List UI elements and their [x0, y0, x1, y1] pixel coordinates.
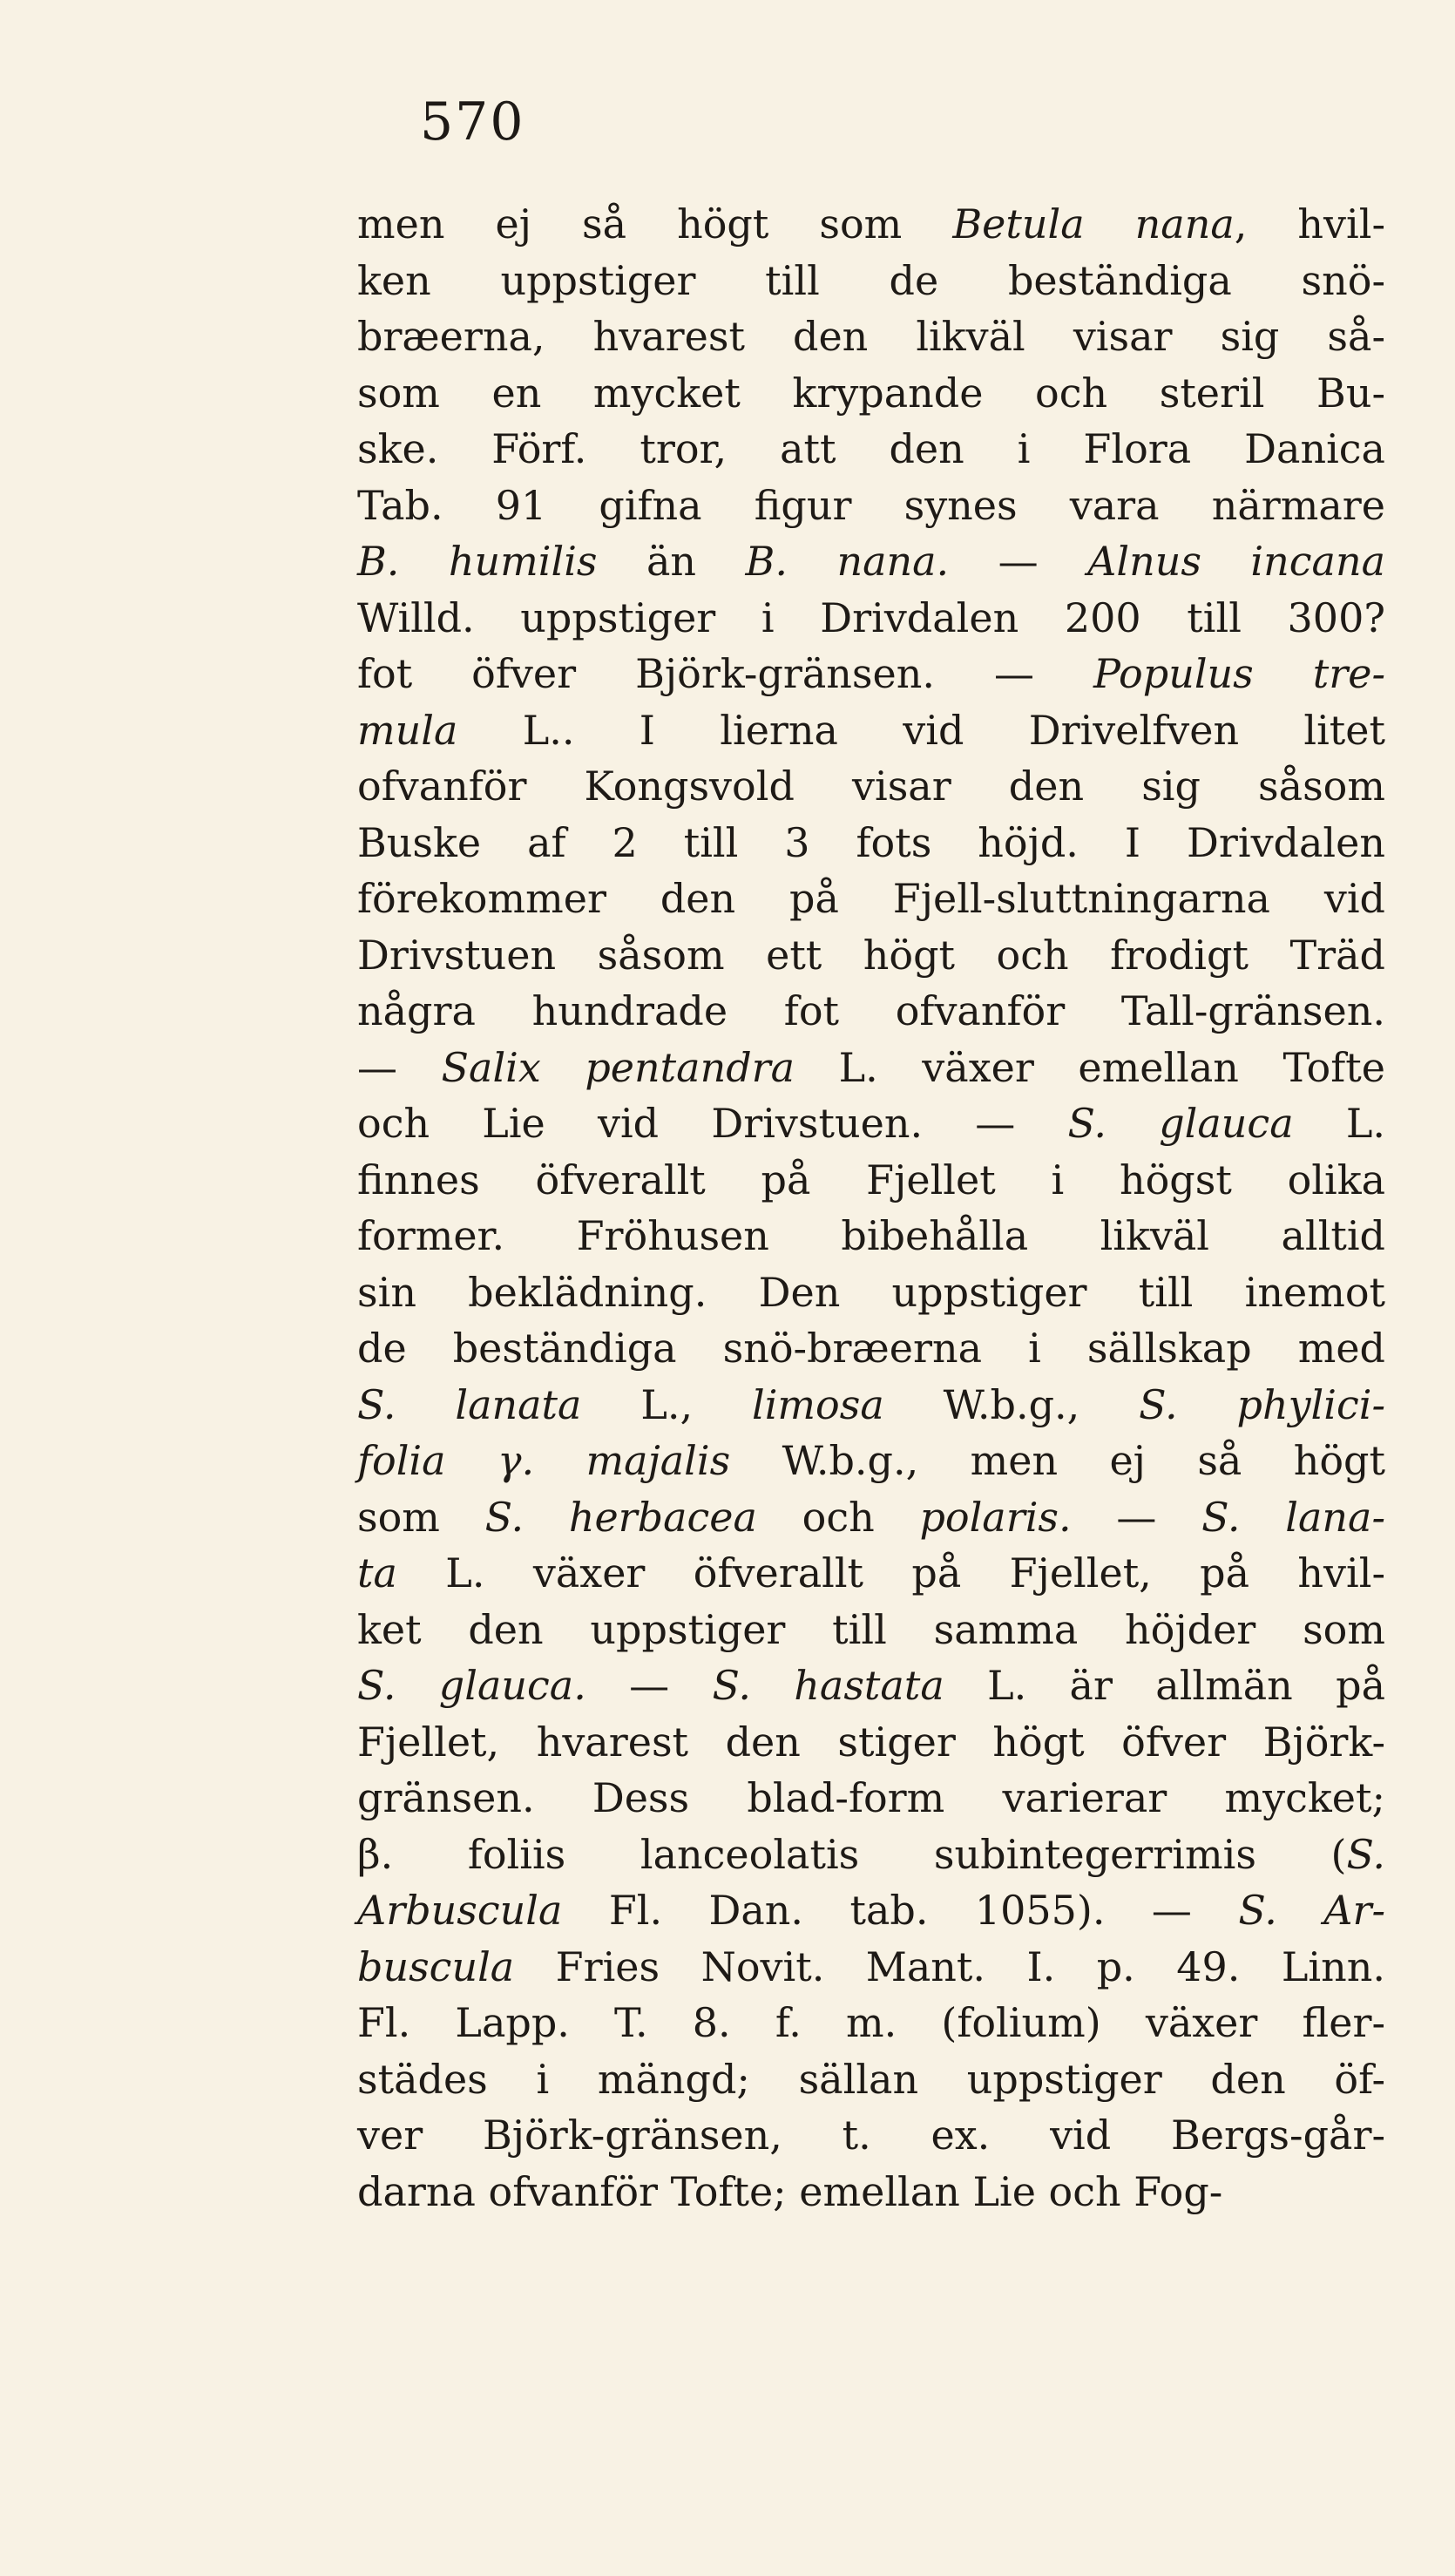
text-run: L. — [1293, 1100, 1386, 1147]
italic-taxon-name: limosa — [752, 1380, 884, 1428]
italic-taxon-name: Populus tre- — [1093, 650, 1385, 697]
text-run: L. växer öfverallt på Fjellet, på hvil- — [396, 1549, 1385, 1596]
italic-taxon-name: S. lana- — [1201, 1493, 1385, 1541]
text-run: Fl. Dan. tab. 1055). — — [562, 1887, 1239, 1934]
text-line — [357, 871, 1385, 927]
italic-taxon-name: S. — [1346, 1830, 1385, 1878]
text-run: fot öfver Björk-gränsen. — — [357, 650, 1093, 697]
text-line — [357, 1208, 1385, 1264]
text-run: Fries Novit. Mant. I. p. 49. Linn. — [514, 1942, 1385, 1990]
italic-taxon-name: ta — [357, 1549, 397, 1596]
text-line — [357, 1152, 1385, 1209]
text-line — [357, 590, 1385, 647]
text-line — [357, 1264, 1385, 1321]
text-run: ske. Förf. tror, att den i Flora Danica — [357, 425, 1385, 472]
text-line — [357, 2107, 1385, 2164]
text-line — [357, 1714, 1385, 1771]
text-line — [357, 1040, 1385, 1096]
text-run: former. Fröhusen bibehålla likväl alltid — [357, 1212, 1385, 1259]
page-number: 570 — [420, 92, 525, 153]
text-run: gränsen. Dess blad-form varierar mycket; — [357, 1774, 1385, 1821]
text-run: Drivstuen såsom ett högt och frodigt Träd — [357, 931, 1385, 979]
text-run: ver Björk-gränsen, t. ex. vid Bergs-går- — [357, 2112, 1385, 2159]
text-line — [357, 1995, 1385, 2051]
text-run: L. växer emellan Tofte — [795, 1043, 1385, 1091]
text-run: β. foliis lanceolatis subintegerrimis ( — [357, 1830, 1347, 1878]
text-run: W.b.g., men ej så högt — [730, 1437, 1385, 1484]
text-run: — — [357, 1043, 442, 1091]
text-line — [357, 1433, 1385, 1489]
text-run: sin beklädning. Den uppstiger till inemot — [357, 1268, 1385, 1316]
italic-taxon-name: folia γ. majalis — [357, 1437, 731, 1484]
text-line — [357, 1657, 1385, 1714]
italic-taxon-name: Betula nana — [952, 200, 1235, 247]
italic-taxon-name: S. herbacea — [484, 1493, 757, 1541]
text-run: L.. I lierna vid Drivelfven litet — [457, 706, 1385, 754]
text-line — [357, 196, 1385, 253]
text-run: och Lie vid Drivstuen. — — [357, 1100, 1068, 1147]
text-line — [357, 478, 1385, 534]
italic-taxon-name: S. glauca. — [357, 1662, 586, 1709]
text-line — [357, 365, 1385, 422]
italic-taxon-name: S. glauca — [1067, 1100, 1294, 1147]
italic-taxon-name: S. lanata — [357, 1380, 582, 1428]
text-run: ofvanför Kongsvold visar den sig såsom — [357, 763, 1385, 810]
text-run: Fjellet, hvarest den stiger högt öfver Björk- — [357, 1718, 1385, 1766]
text-line — [357, 1602, 1385, 1658]
body-text — [357, 196, 1385, 2220]
italic-taxon-name: B. humilis — [357, 538, 598, 585]
text-line — [357, 253, 1385, 309]
text-line — [357, 1882, 1385, 1939]
text-run: förekommer den på Fjell-sluttningarna vid — [357, 875, 1385, 922]
italic-taxon-name: S. hastata — [712, 1662, 944, 1709]
text-line — [357, 983, 1385, 1040]
text-run: ken uppstiger till de beständiga snö- — [357, 256, 1385, 304]
text-line — [357, 308, 1385, 365]
italic-taxon-name: Alnus incana — [1087, 538, 1386, 585]
text-line — [357, 815, 1385, 871]
text-run: darna ofvanför Tofte; emellan Lie och Fog- — [357, 2167, 1223, 2215]
italic-taxon-name: polaris. — [919, 1493, 1072, 1541]
text-line — [357, 533, 1385, 590]
text-run: Buske af 2 till 3 fots höjd. I Drivdalen — [357, 818, 1385, 866]
text-run: men ej så högt som — [357, 200, 953, 247]
text-line — [357, 758, 1385, 815]
italic-taxon-name: S. phylici- — [1139, 1380, 1386, 1428]
text-line — [357, 646, 1385, 702]
text-run: som — [357, 1493, 485, 1541]
text-line — [357, 702, 1385, 759]
text-line — [357, 421, 1385, 478]
italic-taxon-name: S. Ar- — [1238, 1887, 1385, 1934]
text-run: L. är allmän på — [944, 1662, 1385, 1709]
text-line — [357, 1095, 1385, 1152]
text-run: bræerna, hvarest den likväl visar sig så- — [357, 313, 1385, 360]
text-line — [357, 927, 1385, 984]
italic-taxon-name: mula — [357, 706, 458, 754]
italic-taxon-name: buscula — [357, 1942, 515, 1990]
text-line — [357, 1939, 1385, 1996]
text-run: Willd. uppstiger i Drivdalen 200 till 300? — [357, 593, 1385, 641]
text-run: L., — [581, 1380, 752, 1428]
italic-taxon-name: Arbuscula — [357, 1887, 563, 1934]
text-line — [357, 1320, 1385, 1377]
text-run: — — [585, 1662, 713, 1709]
text-run: Fl. Lapp. T. 8. f. m. (folium) växer fler- — [357, 1999, 1385, 2046]
text-run: , hvil- — [1234, 200, 1386, 247]
text-run: ket den uppstiger till samma höjder som — [357, 1605, 1385, 1653]
text-line — [357, 1377, 1385, 1434]
text-run: — — [949, 538, 1088, 585]
text-line — [357, 1489, 1385, 1546]
italic-taxon-name: B. nana. — [745, 538, 950, 585]
text-line — [357, 1770, 1385, 1827]
text-run: och — [756, 1493, 920, 1541]
text-run: Tab. 91 gifna figur synes vara närmare — [357, 481, 1385, 529]
text-run: finnes öfverallt på Fjellet i högst olika — [357, 1156, 1385, 1203]
text-run: som en mycket krypande och steril Bu- — [357, 369, 1385, 417]
text-line — [357, 2164, 1385, 2220]
text-run: städes i mängd; sällan uppstiger den öf- — [357, 2055, 1385, 2103]
text-line — [357, 1827, 1385, 1883]
text-run: W.b.g., — [883, 1380, 1140, 1428]
text-run: än — [597, 538, 746, 585]
text-run: de beständiga snö-bræerna i sällskap med — [357, 1325, 1385, 1372]
text-run: — — [1071, 1493, 1202, 1541]
italic-taxon-name: Salix pentandra — [441, 1043, 795, 1091]
text-line — [357, 2051, 1385, 2108]
text-run: några hundrade fot ofvanför Tall-gränsen. — [357, 987, 1385, 1034]
text-line — [357, 1545, 1385, 1602]
